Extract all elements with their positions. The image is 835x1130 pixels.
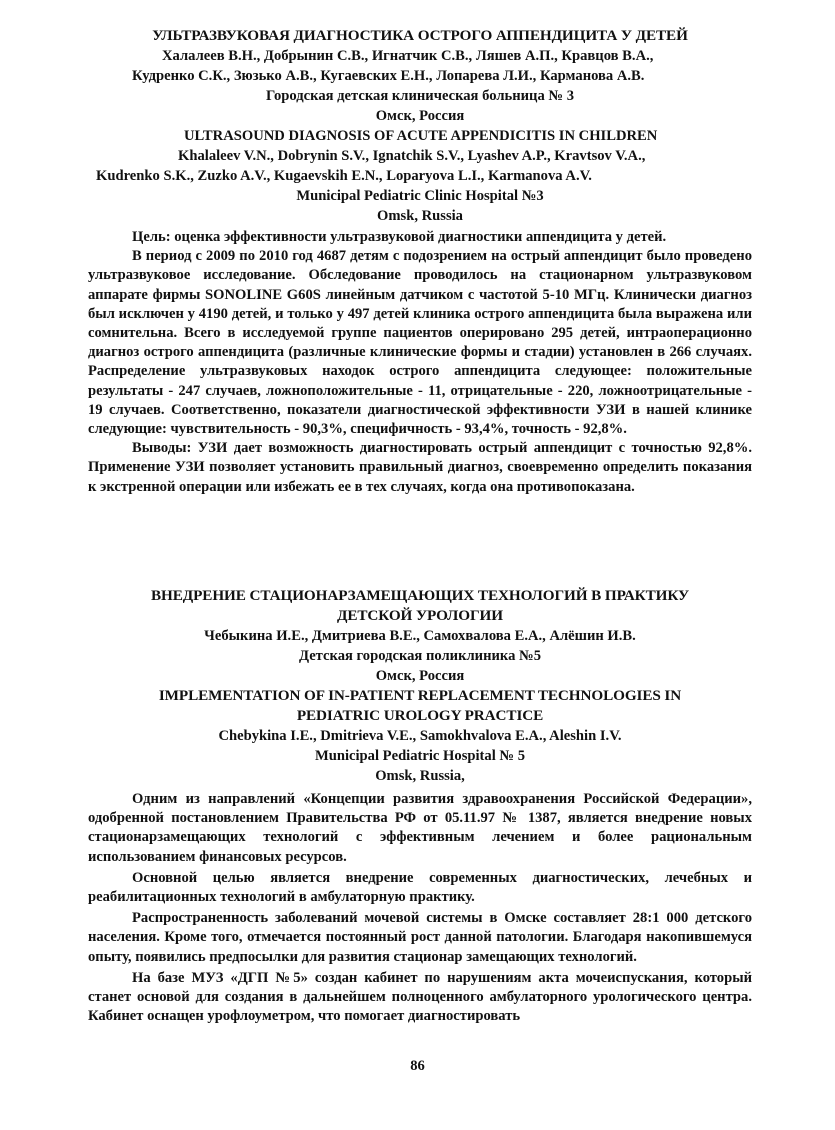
article-1-city-ru: Омск, Россия bbox=[375, 108, 465, 124]
article-2-city-en: Omsk, Russia, bbox=[375, 768, 465, 784]
article-2-authors-en: Chebykina I.E., Dmitrieva V.E., Samokhvalova E.A., Aleshin I.V. bbox=[218, 728, 622, 744]
article-1-authors-en-line-1: Khalaleev V.N., Dobrynin S.V., Ignatchik S.V., Lyashev A.P., Kravtsov V.A., bbox=[178, 148, 646, 164]
article-1-paragraph: Цель: оценка эффективности ультразвуковой диагностики аппендицита у детей. bbox=[132, 229, 667, 245]
article-2-title-ru-line-1: ВНЕДРЕНИЕ СТАЦИОНАРЗАМЕЩАЮЩИХ ТЕХНОЛОГИЙ В ПРАКТИКУ bbox=[151, 587, 689, 604]
article-2-paragraph: Основной целью является внедрение современных диагностических, лечебных и реабилитационных технологий в амбулаторную практику. bbox=[88, 869, 752, 906]
article-1-paragraph: В период с 2009 по 2010 год 4687 детям с подозрением на острый аппендицит было проведено ультразвуковое исследование. Обследование проводилось на стационарном ультразвуковом аппарате фирмы SONOLINE G60S линейным датчиком с частотой 5-10 МГц. Клинически диагноз был исключен у 4190 детей, и только у 497 детей клиника острого аппендицита была выражена или сомнительна. Всего в исследуемой группе пациентов оперировано 295 детей, интраоперационно диагноз острого аппендицита (различные клинические формы и стадии) установлен в 266 случаях. Распределение ультразвуковых находок острого аппендицита следующее: положительные результаты - 247 случаев, ложноположительные - 11, отрицательные - 220, ложноотрицательные - 19 случаев. Соответственно, показатели диагностической эффективности УЗИ в нашей клинике следующие: чувствительность - 90,3%, специфичность - 93,4%, точность - 92,8%. bbox=[88, 248, 752, 438]
article-2-title-en-line-2: PEDIATRIC UROLOGY PRACTICE bbox=[296, 707, 544, 724]
article-1-city-en: Omsk, Russia bbox=[377, 208, 463, 224]
article-1-title-ru: УЛЬТРАЗВУКОВАЯ ДИАГНОСТИКА ОСТРОГО АППЕНДИЦИТА У ДЕТЕЙ bbox=[152, 27, 688, 44]
article-1-affiliation-en: Municipal Pediatric Clinic Hospital №3 bbox=[296, 188, 544, 204]
article-1-authors-ru-line-2: Кудренко С.К., Зюзько А.В., Кугаевских Е.Н., Лопарева Л.И., Карманова А.В. bbox=[132, 68, 645, 84]
article-1-affiliation-ru: Городская детская клиническая больница № 3 bbox=[266, 88, 574, 104]
article-1-authors-ru-line-1: Халалеев В.Н., Добрынин С.В., Игнатчик С.В., Ляшев А.П., Кравцов В.А., bbox=[162, 48, 654, 64]
article-2-title-ru-line-2: ДЕТСКОЙ УРОЛОГИИ bbox=[337, 607, 503, 624]
article-1-authors-en-line-2: Kudrenko S.K., Zuzko A.V., Kugaevskih E.N., Loparyova L.I., Karmanova A.V. bbox=[96, 168, 592, 184]
page-number: 86 bbox=[410, 1058, 425, 1074]
article-1 bbox=[88, 26, 752, 497]
article-2-city-ru: Омск, Россия bbox=[375, 668, 465, 684]
article-2-title-en-line-1: IMPLEMENTATION OF IN-PATIENT REPLACEMENT TECHNOLOGIES IN bbox=[158, 687, 682, 704]
article-2-affiliation-ru: Детская городская поликлиника №5 bbox=[298, 648, 541, 664]
article-2-paragraph: Одним из направлений «Концепции развития здравоохранения Российской Федерации», одобренной постановлением Правительства РФ от 05.11.97 № 1387, является внедрение новых стационарзамещающих технологий с эффективным лечением и более рациональным использованием финансовых ресурсов. bbox=[88, 791, 752, 865]
article-1-paragraph: Выводы: УЗИ дает возможность диагностировать острый аппендицит с точностью 92,8%. Применение УЗИ позволяет установить правильный диагноз, своевременно определить показания к экстренной операции или избежать ее в тех случаях, когда она противопоказана. bbox=[88, 440, 752, 495]
article-2-authors-ru: Чебыкина И.Е., Дмитриева В.Е., Самохвалова Е.А., Алёшин И.В. bbox=[204, 628, 636, 644]
article-2-paragraph: Распространенность заболеваний мочевой системы в Омске составляет 28:1 000 детского населения. Кроме того, отмечается постоянный рост данной патологии. Благодаря накопившемуся опыту, появились предпосылки для развития стационар замещающих технологий. bbox=[88, 910, 752, 965]
article-2 bbox=[88, 586, 752, 1026]
article-2-affiliation-en: Municipal Pediatric Hospital № 5 bbox=[314, 748, 526, 764]
article-1-title-en: ULTRASOUND DIAGNOSIS OF ACUTE APPENDICITIS IN CHILDREN bbox=[184, 128, 658, 144]
article-2-paragraph: На базе МУЗ «ДГП №5» создан кабинет по нарушениям акта мочеиспускания, который станет основой для создания в дальнейшем полноценного амбулаторного урологического центра. Кабинет оснащен урофлоуметром, что помогает диагностировать bbox=[88, 969, 752, 1025]
